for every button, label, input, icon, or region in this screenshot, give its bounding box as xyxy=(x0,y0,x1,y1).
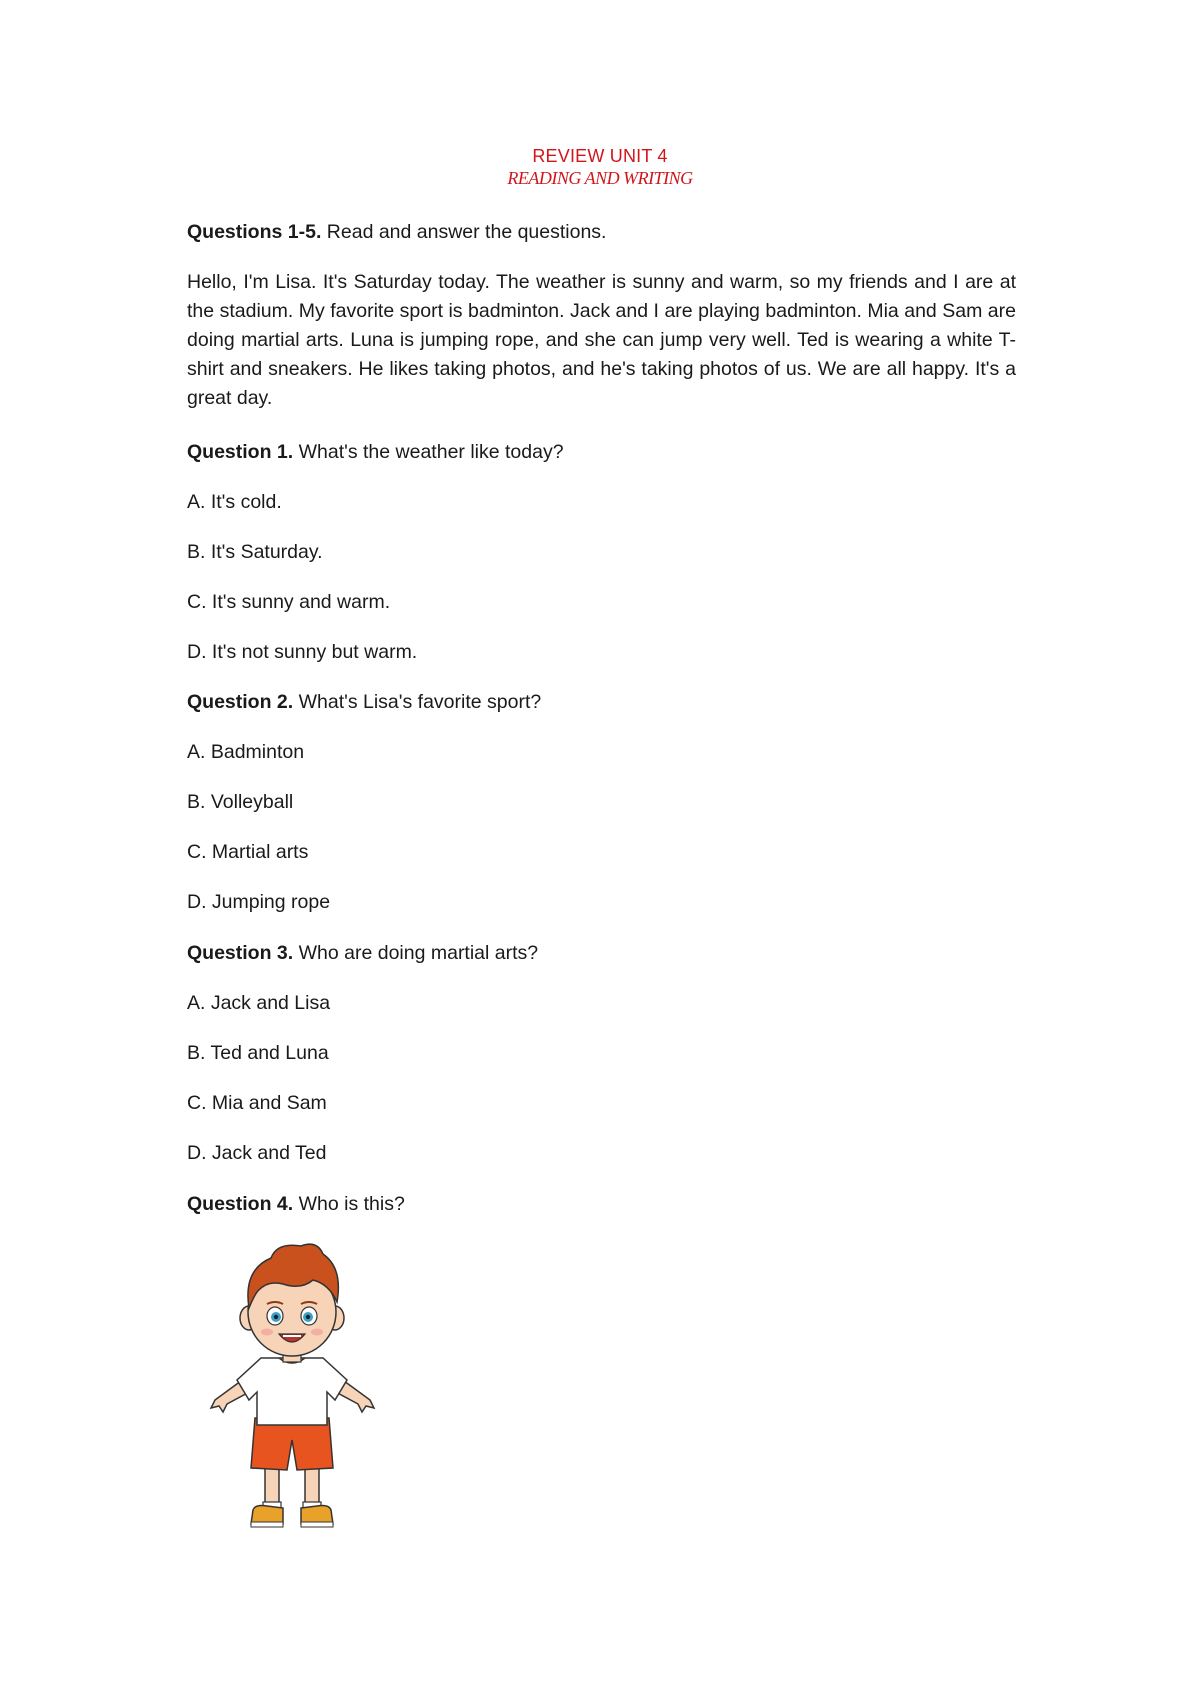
question-text: What's Lisa's favorite sport? xyxy=(293,691,542,713)
option-2b: B. Volleyball xyxy=(187,791,294,813)
option-1c: C. It's sunny and warm. xyxy=(187,591,391,613)
reading-passage: Hello, I'm Lisa. It's Saturday today. The weather is sunny and warm, so my friends and I are at the stadium. My favorite sport is badminton. Jack and I are playing badminton. Mia and Sam are doing martial arts. Luna is jumping rope, and she can jump very well. Ted is wearing a white T-shirt and sneakers. He likes taking photos, and he's taking photos of us. We are all happy. It's a great day. xyxy=(187,271,1016,409)
option-2a: A. Badminton xyxy=(187,741,305,763)
question-2 xyxy=(187,690,541,714)
option-3b: B. Ted and Luna xyxy=(187,1042,329,1064)
question-text: Who is this? xyxy=(293,1193,405,1215)
option-2d: D. Jumping rope xyxy=(187,891,331,913)
question-text: Who are doing martial arts? xyxy=(293,942,539,964)
option-3d: D. Jack and Ted xyxy=(187,1142,327,1164)
page-title: REVIEW UNIT 4 xyxy=(532,146,668,166)
option-1a: A. It's cold. xyxy=(187,491,282,513)
instructions-text: Read and answer the questions. xyxy=(321,221,607,243)
question-3 xyxy=(187,941,538,965)
option-3a: A. Jack and Lisa xyxy=(187,992,331,1014)
option-2c: C. Martial arts xyxy=(187,841,309,863)
question-1 xyxy=(187,440,564,464)
page-subtitle: READING AND WRITING xyxy=(507,168,693,188)
option-3c: C. Mia and Sam xyxy=(187,1092,327,1114)
question-4 xyxy=(187,1192,405,1216)
option-1b: B. It's Saturday. xyxy=(187,541,323,563)
option-1d: D. It's not sunny but warm. xyxy=(187,641,418,663)
instructions-label: Questions 1-5. xyxy=(187,221,322,243)
question-label: Question 2. xyxy=(187,691,294,713)
question-label: Question 3. xyxy=(187,942,294,964)
boy-illustration xyxy=(205,1240,380,1532)
question-text: What's the weather like today? xyxy=(293,441,564,463)
question-label: Question 4. xyxy=(187,1193,294,1215)
question-label: Question 1. xyxy=(187,441,294,463)
instructions xyxy=(187,220,606,244)
